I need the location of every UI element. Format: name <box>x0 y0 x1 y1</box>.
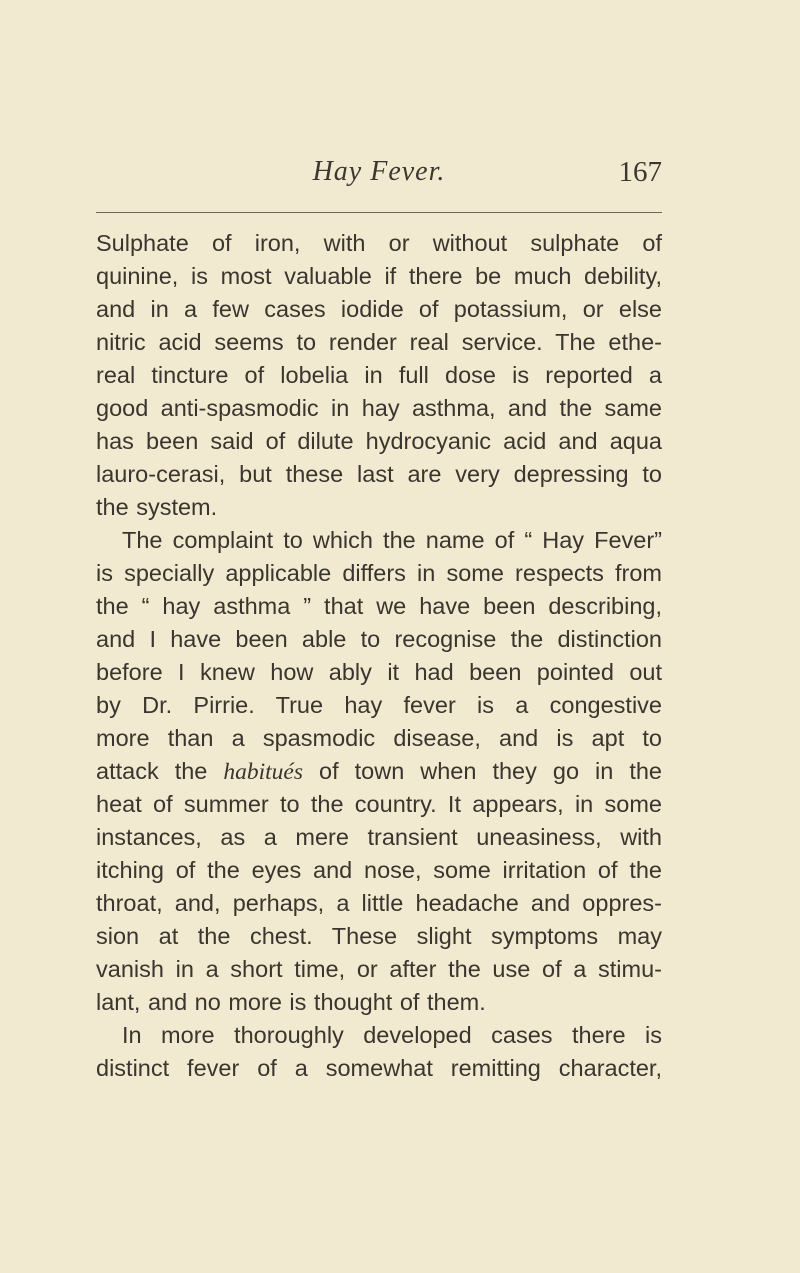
text-line: distinct fever of a somewhat remitting character, <box>96 1055 662 1081</box>
text-line: lant, and no more is thought of them. <box>96 989 486 1015</box>
text-line: by Dr. Pirrie. True hay fever is a congestive <box>96 692 662 718</box>
text-line: more than a spasmodic disease, and is apt to <box>96 725 662 751</box>
page-number: 167 <box>618 156 662 188</box>
text-line: nitric acid seems to render real service. The ethe- <box>96 329 662 355</box>
text-line: instances, as a mere transient uneasiness, with <box>96 824 662 850</box>
text-line: the system. <box>96 494 218 520</box>
text-line: quinine, is most valuable if there be much debility, <box>96 263 662 289</box>
text-line <box>96 755 662 788</box>
text-line: lauro-cerasi, but these last are very depressing to <box>96 461 662 487</box>
text-line: itching of the eyes and nose, some irritation of the <box>96 857 662 883</box>
header-rule <box>96 212 662 213</box>
text-line: Sulphate of iron, with or without sulphate of <box>96 230 662 256</box>
italic-word: habitués <box>223 759 304 785</box>
text-line: before I knew how ably it had been pointed out <box>96 659 662 685</box>
text-line: is specially applicable differs in some respects from <box>96 560 662 586</box>
text-line: and in a few cases iodide of potassium, or else <box>96 296 662 322</box>
text-line: In more thoroughly developed cases there is <box>122 1022 662 1048</box>
text-line: the “ hay asthma ” that we have been describing, <box>96 593 662 619</box>
text-line: good anti-spasmodic in hay asthma, and the same <box>96 395 662 421</box>
text-line: throat, and, perhaps, a little headache and oppres- <box>96 890 662 916</box>
running-head <box>96 156 662 196</box>
text-line: has been said of dilute hydrocyanic acid and aqua <box>96 428 662 454</box>
text-line: vanish in a short time, or after the use of a stimu- <box>96 956 662 982</box>
text-line: The complaint to which the name of “ Hay Fever” <box>122 527 662 553</box>
text-segment: of town when they go in the <box>303 758 662 784</box>
text-segment: attack the <box>96 758 224 784</box>
text-line: real tincture of lobelia in full dose is reported a <box>96 362 662 388</box>
running-head-title: Hay Fever. <box>312 156 446 187</box>
text-line: and I have been able to recognise the distinction <box>96 626 662 652</box>
text-line: heat of summer to the country. It appears, in some <box>96 791 662 817</box>
body-text <box>96 227 662 1085</box>
text-line: sion at the chest. These slight symptoms may <box>96 923 662 949</box>
